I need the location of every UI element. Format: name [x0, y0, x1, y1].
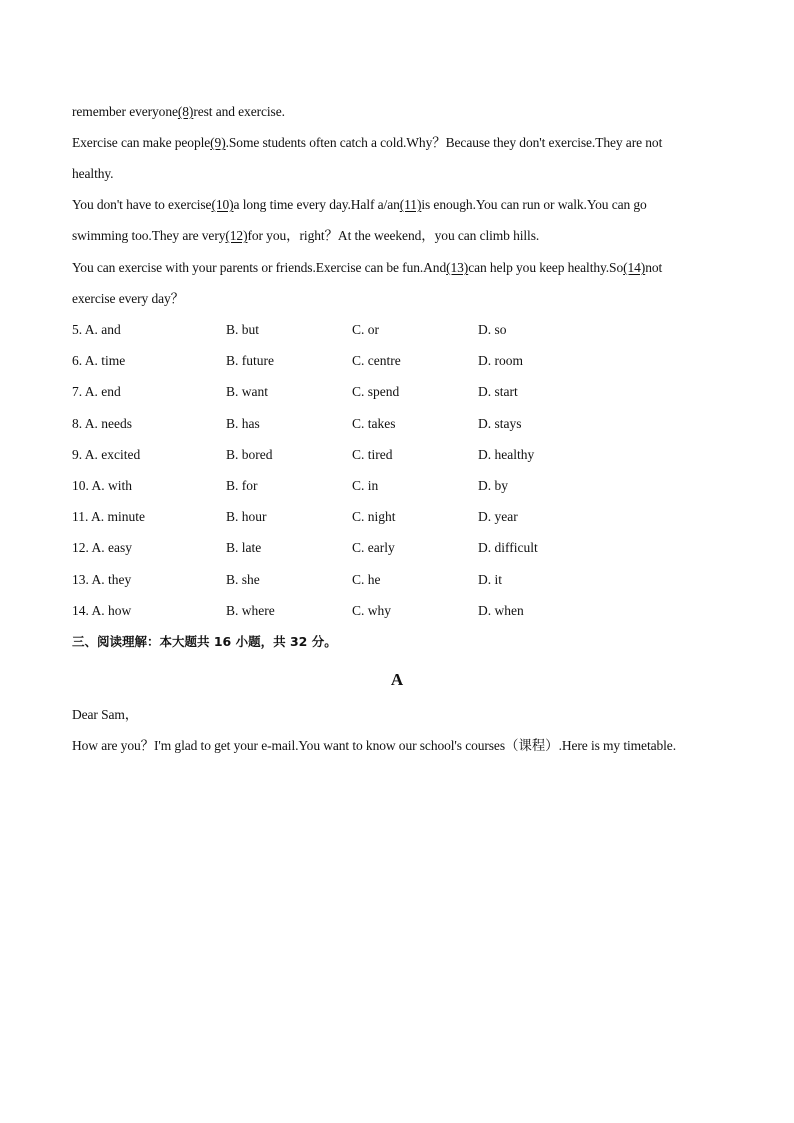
option-d: D. so — [478, 322, 507, 337]
option-d: D. year — [478, 509, 518, 524]
option-a: 12. A. easy — [72, 540, 132, 555]
passage-text: can help you keep healthy.So — [468, 260, 624, 275]
blank-9: (9) — [210, 135, 226, 150]
option-c: C. he — [352, 572, 381, 587]
blank-14: (14) — [623, 260, 646, 275]
option-d: D. stays — [478, 416, 522, 431]
option-d: D. start — [478, 384, 518, 399]
passage-text: not — [645, 260, 663, 275]
option-a: 7. A. end — [72, 384, 121, 399]
option-b: B. has — [226, 416, 260, 431]
option-d: D. healthy — [478, 447, 535, 462]
passage-line-6 — [72, 260, 662, 276]
option-d: D. difficult — [478, 540, 538, 555]
option-a: 9. A. excited — [72, 447, 141, 462]
option-b: B. future — [226, 353, 274, 368]
option-b: B. for — [226, 478, 258, 493]
option-c: C. takes — [352, 416, 396, 431]
passage-text: .Some students often catch a cold.Why？Because they don't exercise.They are not — [225, 135, 663, 150]
option-c: C. early — [352, 540, 395, 555]
blank-10: (10) — [211, 197, 234, 212]
option-d: D. room — [478, 353, 523, 368]
option-a: 11. A. minute — [72, 509, 145, 524]
option-a: 8. A. needs — [72, 416, 132, 431]
letter-line-1: How are you？I'm glad to get your e-mail.You want to know our school's courses（课程）.Here is my timetable. — [72, 738, 676, 753]
passage-text: healthy. — [72, 166, 114, 181]
section-title: 三、阅读理解：本大题共 16 小题，共 32 分。 — [72, 634, 337, 649]
passage-text: is enough.You can run or walk.You can go — [421, 197, 647, 212]
option-a: 5. A. and — [72, 322, 121, 337]
option-a: 14. A. how — [72, 603, 132, 618]
option-b: B. she — [226, 572, 260, 587]
option-a: 6. A. time — [72, 353, 126, 368]
option-b: B. but — [226, 322, 260, 337]
passage-text: remember everyone — [72, 104, 178, 119]
passage-text: exercise every day？ — [72, 291, 185, 306]
option-a: 10. A. with — [72, 478, 133, 493]
option-b: B. want — [226, 384, 268, 399]
reading-heading: A — [390, 670, 404, 689]
passage-text: You can exercise with your parents or friends.Exercise can be fun.And — [72, 260, 447, 275]
option-b: B. where — [226, 603, 275, 618]
option-d: D. it — [478, 572, 503, 587]
blank-12: (12) — [225, 228, 248, 243]
option-b: B. bored — [226, 447, 273, 462]
option-c: C. why — [352, 603, 392, 618]
blank-11: (11) — [399, 197, 422, 212]
letter-greeting: Dear Sam， — [72, 707, 139, 722]
passage-line-3 — [72, 166, 113, 182]
option-c: C. tired — [352, 447, 393, 462]
passage-text: Exercise can make people — [72, 135, 211, 150]
option-c: C. spend — [352, 384, 400, 399]
passage-text: a long time every day.Half a/an — [233, 197, 400, 212]
passage-line-4 — [72, 197, 647, 213]
passage-text: for you，right？At the weekend，you can climb hills. — [247, 228, 540, 243]
passage-line-2 — [72, 135, 662, 151]
option-c: C. in — [352, 478, 379, 493]
option-c: C. centre — [352, 353, 401, 368]
passage-text: You don't have to exercise — [72, 197, 212, 212]
option-b: B. late — [226, 540, 262, 555]
blank-13: (13) — [446, 260, 469, 275]
passage-line-5 — [72, 228, 539, 244]
passage-line-7 — [72, 291, 184, 307]
passage-line-1 — [72, 104, 285, 120]
option-c: C. or — [352, 322, 379, 337]
option-d: D. by — [478, 478, 508, 493]
option-b: B. hour — [226, 509, 267, 524]
option-d: D. when — [478, 603, 524, 618]
option-c: C. night — [352, 509, 396, 524]
passage-text: rest and exercise. — [193, 104, 285, 119]
passage-text: swimming too.They are very — [72, 228, 226, 243]
blank-8: (8) — [177, 104, 194, 119]
option-a: 13. A. they — [72, 572, 132, 587]
